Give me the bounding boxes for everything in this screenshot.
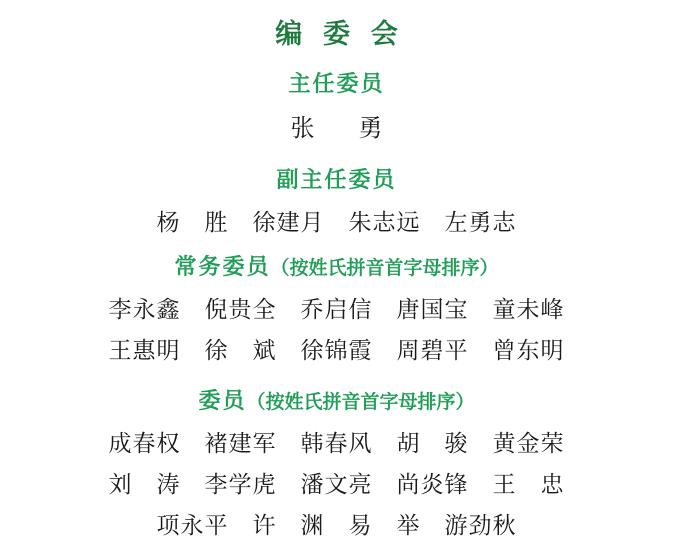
name-row [145,507,529,540]
section-heading-label: 主任委员 [288,71,385,96]
member-name: 许 渊 [252,513,325,538]
section-heading [276,163,396,194]
member-name: 刘 涛 [108,472,181,497]
member-name: 黄金荣 [492,431,565,456]
section-heading [174,250,498,281]
member-name: 易 举 [348,513,421,538]
member-name: 游劲秋 [444,513,517,538]
section-heading-note: （按姓氏拼音首字母排序） [270,257,499,279]
member-name: 潘文亮 [300,472,373,497]
section-committee [0,384,673,548]
section-heading-label: 常务委员 [174,253,271,279]
section-heading-note: （按姓氏拼音首字母排序） [246,392,475,413]
member-name: 李学虎 [204,472,277,497]
section-vice-chairman [0,163,673,245]
member-name: 左勇志 [444,210,517,235]
member-name: 徐锦霞 [300,337,373,363]
member-name: 胡 骏 [396,431,469,456]
page-title: 编 委 会 [275,19,405,49]
member-name: 徐建月 [252,210,325,235]
member-name: 韩春风 [300,431,373,456]
member-name: 朱志远 [348,210,421,235]
member-name: 童未峰 [492,296,565,322]
member-name: 倪贵全 [204,296,277,322]
name-row [97,291,577,324]
name-row [97,332,577,365]
section-heading [198,384,474,415]
member-name: 曾东明 [492,337,565,363]
member-name: 尚炎锋 [396,472,469,497]
section-standing-committee [0,250,673,373]
member-name: 王惠明 [108,337,181,363]
member-name: 李永鑫 [108,296,181,322]
section-heading-label: 副主任委员 [276,167,397,192]
section-heading [288,67,384,98]
name-row [97,425,577,458]
section-chairman [0,67,673,163]
member-name: 褚建军 [204,431,277,456]
section-heading-label: 委员 [198,388,247,413]
member-name: 周碧平 [396,337,469,363]
name-row [97,466,577,499]
member-name: 杨 胜 [156,210,229,235]
member-name: 乔启信 [300,296,373,322]
name-single: 张 勇 [290,116,393,142]
member-name: 王 忠 [492,472,565,497]
name-row [145,204,529,237]
member-name: 唐国宝 [396,296,469,322]
member-name: 项永平 [156,513,229,538]
member-name: 徐 斌 [204,337,277,363]
member-name: 成春权 [108,431,181,456]
